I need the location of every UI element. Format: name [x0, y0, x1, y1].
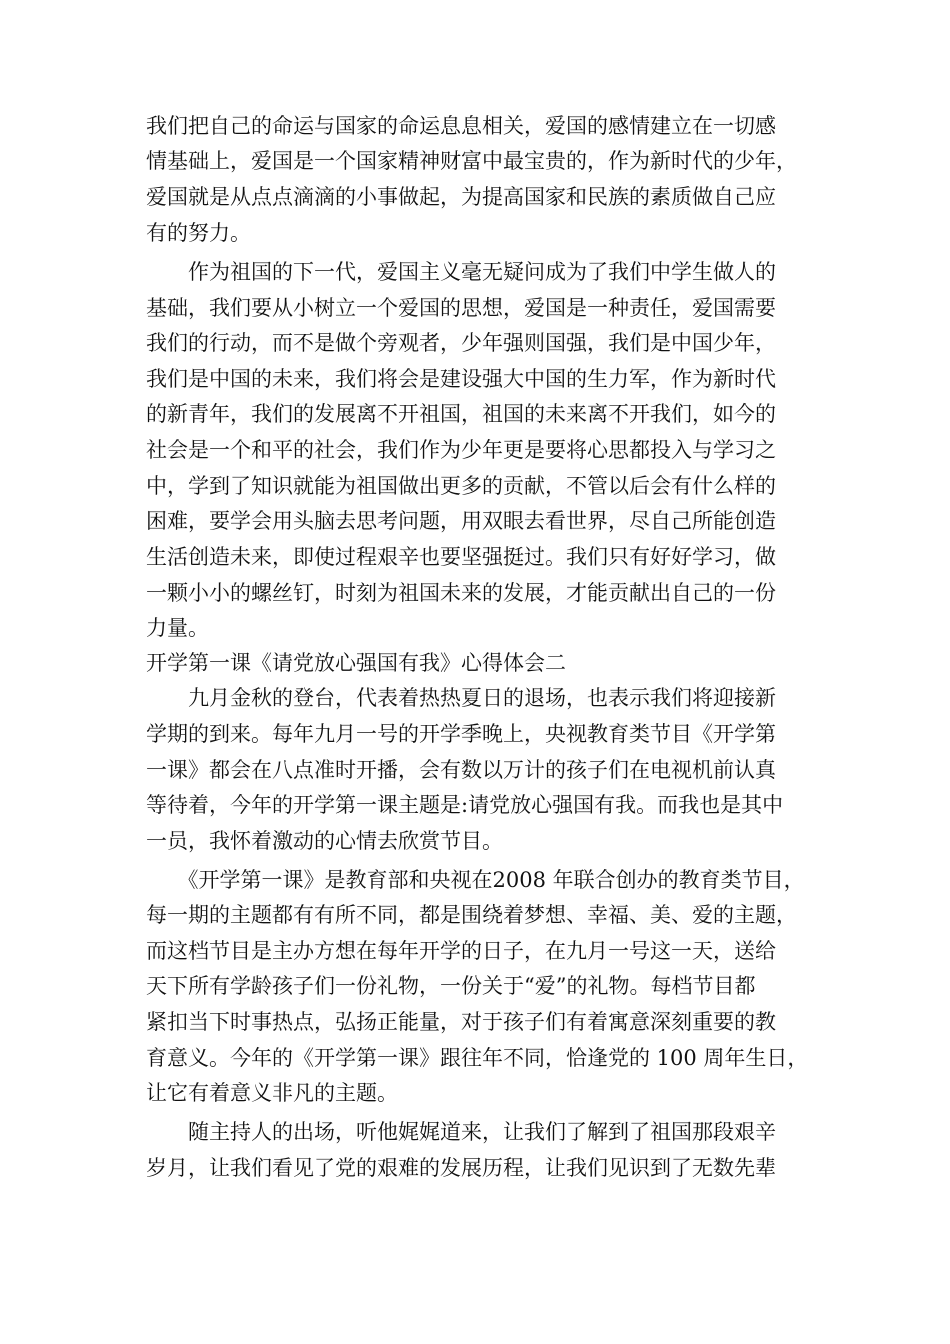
paragraph-line: 困难，要学会用头脑去思考问题，用双眼去看世界，尽自己所能创造: [146, 509, 776, 533]
paragraph-line: 基础，我们要从小树立一个爱国的思想，爱国是一种责任，爱国需要: [146, 296, 776, 320]
paragraph-line: 育意义。今年的《开学第一课》跟往年不同，恰逢党的 100 周年生日，: [146, 1046, 809, 1070]
paragraph-line: 中，学到了知识就能为祖国做出更多的贡献，不管以后会有什么样的: [146, 474, 776, 498]
paragraph-line: 我们是中国的未来，我们将会是建设强大中国的生力军，作为新时代: [146, 367, 776, 391]
paragraph-line: 《开学第一课》是教育部和央视在2008 年联合创办的教育类节目，: [146, 868, 805, 892]
paragraph-line: 生活创造未来，即使过程艰辛也要坚强挺过。我们只有好好学习，做: [146, 545, 776, 569]
paragraph-line: 一员，我怀着激动的心情去欣赏节目。: [146, 829, 503, 853]
paragraph-line: 随主持人的出场，听他娓娓道来，让我们了解到了祖国那段艰辛: [146, 1120, 776, 1144]
paragraph-line: 等待着，今年的开学第一课主题是:请党放心强国有我。而我也是其中: [146, 793, 784, 817]
paragraph-line: 而这档节目是主办方想在每年开学的日子，在九月一号这一天，送给: [146, 939, 776, 963]
paragraph-line: 让它有着意义非凡的主题。: [146, 1081, 398, 1105]
paragraph-line: 一颗小小的螺丝钉，时刻为祖国未来的发展，才能贡献出自己的一份: [146, 581, 776, 605]
paragraph-line: 力量。: [146, 616, 209, 640]
paragraph-line: 的新青年，我们的发展离不开祖国，祖国的未来离不开我们，如今的: [146, 402, 776, 426]
paragraph-line: 作为祖国的下一代，爱国主义毫无疑问成为了我们中学生做人的: [146, 260, 776, 284]
paragraph-line: 九月金秋的登台，代表着热热夏日的退场，也表示我们将迎接新: [146, 686, 776, 710]
paragraph-line: 学期的到来。每年九月一号的开学季晚上，央视教育类节目《开学第: [146, 722, 776, 746]
paragraph-line: 我们把自己的命运与国家的命运息息相关，爱国的感情建立在一切感: [146, 114, 776, 138]
paragraph-line: 情基础上，爱国是一个国家精神财富中最宝贵的，作为新时代的少年，: [146, 149, 797, 173]
paragraph-line: 紧扣当下时事热点，弘扬正能量，对于孩子们有着寓意深刻重要的教: [146, 1010, 776, 1034]
paragraph-line: 每一期的主题都有有所不同，都是围绕着梦想、幸福、美、爱的主题，: [146, 903, 797, 927]
paragraph-line: 社会是一个和平的社会，我们作为少年更是要将心思都投入与学习之: [146, 438, 776, 462]
paragraph-line: 岁月，让我们看见了党的艰难的发展历程，让我们见识到了无数先辈: [146, 1156, 776, 1180]
section-heading: 开学第一课《请党放心强国有我》心得体会二: [146, 651, 566, 675]
paragraph-line: 天下所有学龄孩子们一份礼物，一份关于“爱”的礼物。每档节目都: [146, 974, 756, 998]
paragraph-line: 有的努力。: [146, 221, 251, 245]
paragraph-line: 我们的行动，而不是做个旁观者，少年强则国强，我们是中国少年，: [146, 331, 776, 355]
paragraph-line: 一课》都会在八点准时开播，会有数以万计的孩子们在电视机前认真: [146, 758, 776, 782]
paragraph-line: 爱国就是从点点滴滴的小事做起，为提高国家和民族的素质做自己应: [146, 185, 776, 209]
